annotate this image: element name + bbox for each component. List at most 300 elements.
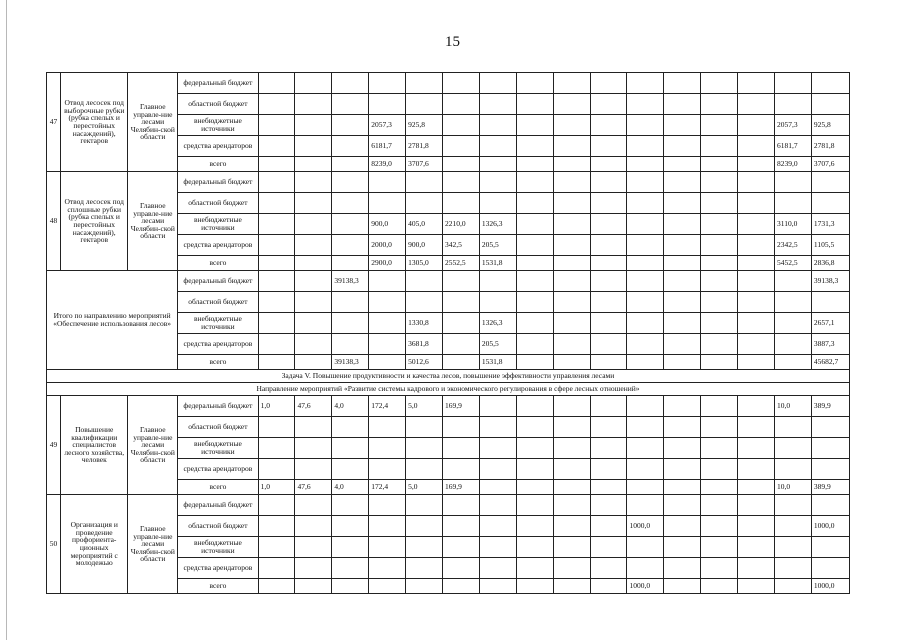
value-cell — [516, 558, 553, 579]
value-cell — [664, 417, 701, 438]
value-cell — [627, 313, 664, 334]
value-cell — [627, 396, 664, 417]
value-cell — [443, 313, 480, 334]
value-cell — [664, 438, 701, 459]
value-cell — [258, 214, 295, 235]
value-cell — [701, 537, 738, 558]
value-cell — [258, 115, 295, 136]
value-cell — [258, 193, 295, 214]
value-cell — [332, 214, 369, 235]
value-cell: 2781,8 — [811, 136, 849, 157]
value-cell — [406, 417, 443, 438]
value-cell — [738, 292, 775, 313]
value-cell: 2552,5 — [443, 256, 480, 271]
value-cell — [516, 459, 553, 480]
value-cell — [258, 355, 295, 370]
value-cell — [811, 417, 849, 438]
value-cell — [775, 73, 812, 94]
value-cell — [295, 355, 332, 370]
value-cell — [775, 516, 812, 537]
value-cell — [479, 136, 516, 157]
value-cell — [332, 579, 369, 594]
value-cell — [701, 438, 738, 459]
value-cell — [516, 235, 553, 256]
funding-source: средства арендаторов — [178, 558, 258, 579]
section-heading: Направление мероприятий «Развитие системы кадрового и экономического регулирования в сфере лесных отношений» — [47, 383, 850, 396]
value-cell — [775, 271, 812, 292]
value-cell — [258, 459, 295, 480]
value-cell — [664, 256, 701, 271]
value-cell: 172,4 — [369, 396, 406, 417]
value-cell — [258, 94, 295, 115]
value-cell — [516, 334, 553, 355]
value-cell — [738, 94, 775, 115]
value-cell: 3681,8 — [406, 334, 443, 355]
value-cell — [443, 417, 480, 438]
value-cell: 47,6 — [295, 480, 332, 495]
value-cell — [553, 136, 590, 157]
value-cell: 3110,0 — [775, 214, 812, 235]
value-cell — [738, 334, 775, 355]
value-cell — [590, 495, 627, 516]
funding-source: всего — [178, 355, 258, 370]
value-cell — [590, 355, 627, 370]
value-cell — [516, 516, 553, 537]
value-cell: 10,0 — [775, 396, 812, 417]
funding-source: внебюджетные источники — [178, 537, 258, 558]
value-cell — [811, 193, 849, 214]
value-cell: 2000,0 — [369, 235, 406, 256]
value-cell: 47,6 — [295, 396, 332, 417]
value-cell — [295, 459, 332, 480]
value-cell — [516, 256, 553, 271]
value-cell — [775, 579, 812, 594]
value-cell — [553, 256, 590, 271]
value-cell — [332, 334, 369, 355]
value-cell — [516, 417, 553, 438]
value-cell — [664, 516, 701, 537]
value-cell — [775, 193, 812, 214]
value-cell — [332, 495, 369, 516]
funding-source: областной бюджет — [178, 516, 258, 537]
value-cell — [369, 579, 406, 594]
value-cell — [738, 271, 775, 292]
value-cell — [516, 292, 553, 313]
value-cell — [664, 94, 701, 115]
value-cell — [775, 438, 812, 459]
value-cell: 39138,3 — [811, 271, 849, 292]
value-cell — [332, 313, 369, 334]
value-cell — [479, 438, 516, 459]
value-cell — [701, 292, 738, 313]
value-cell — [295, 579, 332, 594]
funding-source: областной бюджет — [178, 292, 258, 313]
value-cell — [369, 313, 406, 334]
value-cell — [664, 495, 701, 516]
value-cell — [738, 417, 775, 438]
value-cell: 10,0 — [775, 480, 812, 495]
value-cell — [627, 292, 664, 313]
funding-source: всего — [178, 256, 258, 271]
value-cell — [553, 396, 590, 417]
value-cell — [627, 136, 664, 157]
value-cell: 5012,6 — [406, 355, 443, 370]
value-cell — [701, 271, 738, 292]
value-cell — [775, 292, 812, 313]
value-cell — [295, 214, 332, 235]
value-cell — [553, 459, 590, 480]
value-cell: 2781,8 — [406, 136, 443, 157]
value-cell — [406, 94, 443, 115]
value-cell — [443, 355, 480, 370]
value-cell — [627, 172, 664, 193]
value-cell — [590, 459, 627, 480]
value-cell — [553, 94, 590, 115]
section-heading-row — [47, 383, 850, 396]
value-cell — [295, 256, 332, 271]
value-cell — [516, 94, 553, 115]
value-cell — [738, 438, 775, 459]
value-cell — [664, 480, 701, 495]
value-cell — [516, 438, 553, 459]
page-number: 15 — [445, 34, 460, 50]
value-cell — [701, 495, 738, 516]
value-cell — [479, 495, 516, 516]
funding-source: всего — [178, 157, 258, 172]
executor: Главное управле-ние лесами Челябин-ской области — [128, 495, 178, 594]
value-cell: 205,5 — [479, 334, 516, 355]
value-cell — [701, 235, 738, 256]
value-cell: 1000,0 — [627, 516, 664, 537]
value-cell — [553, 480, 590, 495]
value-cell — [627, 193, 664, 214]
value-cell — [701, 558, 738, 579]
funding-source: средства арендаторов — [178, 459, 258, 480]
value-cell — [406, 271, 443, 292]
value-cell — [295, 558, 332, 579]
value-cell — [664, 459, 701, 480]
funding-source: федеральный бюджет — [178, 396, 258, 417]
value-cell — [295, 271, 332, 292]
value-cell — [443, 579, 480, 594]
value-cell — [332, 292, 369, 313]
value-cell — [553, 438, 590, 459]
value-cell — [701, 396, 738, 417]
value-cell — [664, 73, 701, 94]
value-cell — [258, 235, 295, 256]
value-cell — [479, 396, 516, 417]
value-cell — [738, 396, 775, 417]
value-cell — [516, 480, 553, 495]
value-cell — [406, 516, 443, 537]
value-cell — [811, 459, 849, 480]
value-cell — [332, 438, 369, 459]
value-cell — [701, 157, 738, 172]
value-cell — [295, 537, 332, 558]
value-cell — [332, 417, 369, 438]
value-cell: 900,0 — [369, 214, 406, 235]
value-cell: 1330,8 — [406, 313, 443, 334]
value-cell — [479, 579, 516, 594]
value-cell — [664, 214, 701, 235]
value-cell: 5,0 — [406, 396, 443, 417]
value-cell — [701, 334, 738, 355]
value-cell — [590, 558, 627, 579]
value-cell — [332, 256, 369, 271]
value-cell — [479, 73, 516, 94]
value-cell — [443, 334, 480, 355]
value-cell — [590, 292, 627, 313]
value-cell — [516, 579, 553, 594]
funding-source: всего — [178, 579, 258, 594]
value-cell: 2836,8 — [811, 256, 849, 271]
value-cell — [516, 537, 553, 558]
value-cell: 2210,0 — [443, 214, 480, 235]
value-cell — [406, 73, 443, 94]
value-cell — [811, 537, 849, 558]
value-cell — [332, 558, 369, 579]
value-cell — [295, 172, 332, 193]
value-cell — [295, 438, 332, 459]
value-cell — [443, 193, 480, 214]
value-cell — [590, 516, 627, 537]
value-cell — [369, 537, 406, 558]
value-cell — [590, 94, 627, 115]
value-cell — [664, 115, 701, 136]
value-cell — [516, 193, 553, 214]
section-heading: Задача V. Повышение продуктивности и качества лесов, повышение эффективности управления лесами — [47, 370, 850, 383]
funding-source: областной бюджет — [178, 94, 258, 115]
section-heading-row — [47, 370, 850, 383]
value-cell — [332, 516, 369, 537]
value-cell — [664, 334, 701, 355]
funding-source: внебюджетные источники — [178, 214, 258, 235]
value-cell — [406, 579, 443, 594]
value-cell — [295, 73, 332, 94]
value-cell: 1000,0 — [811, 579, 849, 594]
value-cell — [369, 438, 406, 459]
value-cell — [258, 579, 295, 594]
value-cell — [590, 136, 627, 157]
value-cell — [627, 235, 664, 256]
value-cell — [479, 157, 516, 172]
executor: Главное управле-ние лесами Челябин-ской области — [128, 396, 178, 495]
value-cell — [590, 157, 627, 172]
item-number: 48 — [47, 172, 61, 271]
value-cell — [406, 459, 443, 480]
value-cell — [664, 193, 701, 214]
value-cell — [590, 256, 627, 271]
value-cell — [369, 558, 406, 579]
value-cell — [701, 579, 738, 594]
value-cell: 1531,8 — [479, 256, 516, 271]
value-cell — [258, 417, 295, 438]
value-cell — [590, 417, 627, 438]
value-cell — [811, 495, 849, 516]
value-cell — [627, 537, 664, 558]
value-cell — [664, 157, 701, 172]
value-cell — [332, 73, 369, 94]
value-cell — [701, 172, 738, 193]
value-cell — [295, 235, 332, 256]
funding-source: областной бюджет — [178, 193, 258, 214]
value-cell — [775, 459, 812, 480]
value-cell — [664, 172, 701, 193]
value-cell — [701, 459, 738, 480]
value-cell: 2057,3 — [775, 115, 812, 136]
value-cell: 900,0 — [406, 235, 443, 256]
table-row — [47, 495, 850, 516]
value-cell — [590, 235, 627, 256]
value-cell — [258, 292, 295, 313]
value-cell — [590, 214, 627, 235]
value-cell — [443, 438, 480, 459]
value-cell: 342,5 — [443, 235, 480, 256]
value-cell — [553, 334, 590, 355]
value-cell: 1305,0 — [406, 256, 443, 271]
value-cell: 1000,0 — [811, 516, 849, 537]
value-cell — [258, 495, 295, 516]
value-cell — [738, 157, 775, 172]
value-cell — [553, 495, 590, 516]
value-cell — [627, 214, 664, 235]
value-cell: 3707,6 — [406, 157, 443, 172]
value-cell — [443, 73, 480, 94]
value-cell — [775, 495, 812, 516]
value-cell: 4,0 — [332, 480, 369, 495]
value-cell — [369, 334, 406, 355]
value-cell — [664, 579, 701, 594]
value-cell — [332, 459, 369, 480]
value-cell — [295, 417, 332, 438]
program-financing-table — [46, 72, 850, 594]
value-cell — [295, 292, 332, 313]
value-cell — [369, 292, 406, 313]
item-number: 47 — [47, 73, 61, 172]
value-cell — [553, 292, 590, 313]
value-cell — [332, 172, 369, 193]
value-cell — [738, 495, 775, 516]
value-cell — [738, 480, 775, 495]
value-cell — [590, 438, 627, 459]
value-cell — [406, 172, 443, 193]
value-cell — [443, 537, 480, 558]
value-cell — [664, 396, 701, 417]
value-cell — [258, 157, 295, 172]
value-cell — [553, 313, 590, 334]
value-cell — [295, 495, 332, 516]
value-cell: 2342,5 — [775, 235, 812, 256]
value-cell — [701, 115, 738, 136]
value-cell — [553, 235, 590, 256]
value-cell — [701, 73, 738, 94]
value-cell — [701, 193, 738, 214]
value-cell: 4,0 — [332, 396, 369, 417]
value-cell: 3887,3 — [811, 334, 849, 355]
value-cell — [775, 94, 812, 115]
value-cell — [627, 94, 664, 115]
value-cell — [590, 313, 627, 334]
value-cell: 5,0 — [406, 480, 443, 495]
value-cell — [590, 271, 627, 292]
value-cell — [332, 193, 369, 214]
executor: Главное управле-ние лесами Челябин-ской области — [128, 73, 178, 172]
value-cell — [332, 94, 369, 115]
value-cell — [443, 292, 480, 313]
value-cell — [369, 417, 406, 438]
value-cell — [553, 157, 590, 172]
value-cell: 8239,0 — [369, 157, 406, 172]
value-cell — [627, 480, 664, 495]
value-cell: 5452,5 — [775, 256, 812, 271]
value-cell — [590, 537, 627, 558]
value-cell — [479, 172, 516, 193]
value-cell — [332, 115, 369, 136]
value-cell — [775, 334, 812, 355]
value-cell — [553, 579, 590, 594]
value-cell: 1326,3 — [479, 313, 516, 334]
value-cell — [775, 313, 812, 334]
value-cell: 1531,8 — [479, 355, 516, 370]
value-cell — [775, 355, 812, 370]
value-cell — [553, 537, 590, 558]
value-cell — [295, 516, 332, 537]
value-cell — [516, 355, 553, 370]
table-row — [47, 73, 850, 94]
value-cell — [406, 193, 443, 214]
value-cell: 2900,0 — [369, 256, 406, 271]
value-cell — [701, 136, 738, 157]
value-cell: 39138,3 — [332, 271, 369, 292]
value-cell — [369, 459, 406, 480]
value-cell — [738, 459, 775, 480]
value-cell — [811, 438, 849, 459]
value-cell: 169,9 — [443, 396, 480, 417]
value-cell — [590, 73, 627, 94]
value-cell — [738, 355, 775, 370]
value-cell — [258, 172, 295, 193]
value-cell — [701, 355, 738, 370]
value-cell — [775, 558, 812, 579]
value-cell — [738, 313, 775, 334]
value-cell: 39138,3 — [332, 355, 369, 370]
value-cell — [701, 480, 738, 495]
item-number: 49 — [47, 396, 61, 495]
value-cell — [701, 256, 738, 271]
value-cell — [590, 579, 627, 594]
table-row — [47, 172, 850, 193]
value-cell — [627, 115, 664, 136]
value-cell — [627, 495, 664, 516]
value-cell — [516, 136, 553, 157]
value-cell: 389,9 — [811, 396, 849, 417]
value-cell: 8239,0 — [775, 157, 812, 172]
value-cell — [664, 537, 701, 558]
value-cell — [738, 516, 775, 537]
value-cell — [258, 73, 295, 94]
value-cell — [369, 495, 406, 516]
value-cell — [590, 193, 627, 214]
item-number: 50 — [47, 495, 61, 594]
funding-source: внебюджетные источники — [178, 313, 258, 334]
value-cell — [553, 271, 590, 292]
activity-name: Организация и проведение профориента-ционных мероприятий с молодежью — [61, 495, 128, 594]
value-cell — [369, 355, 406, 370]
value-cell — [295, 157, 332, 172]
value-cell — [590, 480, 627, 495]
value-cell — [553, 172, 590, 193]
value-cell — [258, 334, 295, 355]
